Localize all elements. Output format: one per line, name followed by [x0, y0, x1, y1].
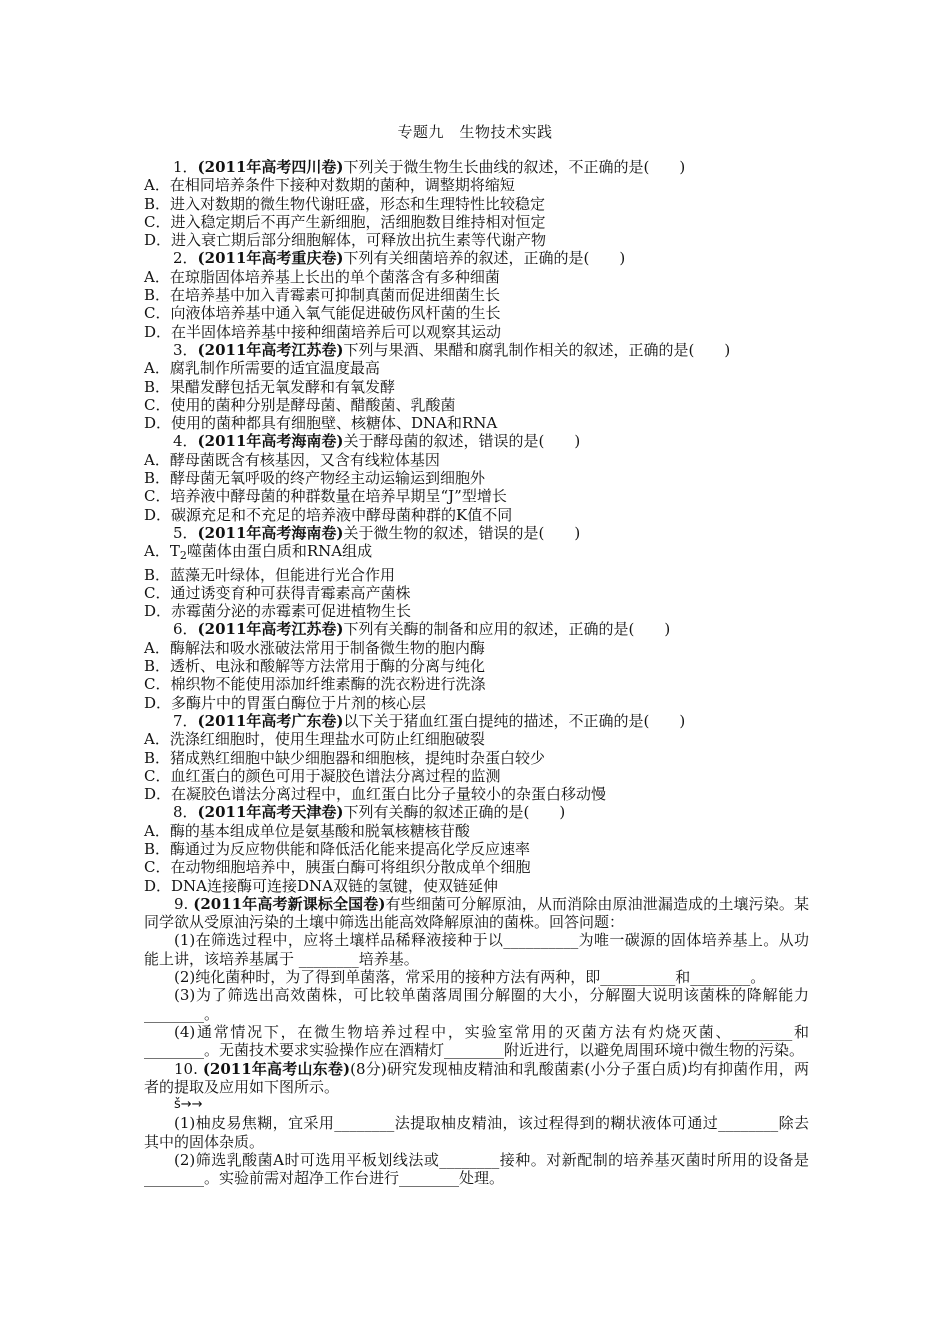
option-c: C．在动物细胞培养中，胰蛋白酶可将组织分散成单个细胞 [144, 858, 531, 877]
question-6 [144, 620, 809, 638]
option-d: D．碳源充足和不充足的培养液中酵母菌种群的K值不同 [144, 505, 513, 524]
option-c: C．通过诱变育种可获得青霉素高产菌株 [144, 583, 411, 602]
question-stem: 下列有关酶的制备和应用的叙述，正确的是( ) [343, 620, 671, 639]
question-9 [144, 895, 809, 932]
question-number: 10. [174, 1059, 203, 1078]
question-number: 8． [173, 803, 198, 822]
option-a: A．洗涤红细胞时，使用生理盐水可防止红细胞破裂 [144, 730, 485, 749]
option-d: D．在凝胶色谱法分离过程中，血红蛋白比分子量较小的杂蛋白移动慢 [144, 785, 607, 804]
option-b: B．酶通过为反应物供能和降低活化能来提高化学反应速率 [144, 839, 531, 858]
question-source: (2011年高考广东卷) [197, 711, 344, 730]
question-stem: 下列与果酒、果醋和腐乳制作相关的叙述，正确的是( ) [343, 340, 731, 359]
question-source: (2011年高考山东卷) [202, 1059, 351, 1078]
question-1 [144, 158, 809, 176]
question-stem: 下列有关细菌培养的叙述，正确的是( ) [343, 249, 626, 268]
question-10-part-1: (1)柚皮易焦糊，宜采用________法提取柚皮精油，该过程得到的糊状液体可通过________除去其中的固体杂质。 [144, 1114, 809, 1151]
option-b: B．猪成熟红细胞中缺少细胞器和细胞核，提纯时杂蛋白较少 [144, 748, 546, 767]
question-number: 6． [173, 620, 198, 639]
question-number: 5． [173, 523, 198, 542]
option-d: D．多酶片中的胃蛋白酶位于片剂的核心层 [144, 693, 427, 712]
option-d: D．赤霉菌分泌的赤霉素可促进植物生长 [144, 602, 412, 621]
option-d: D．在半固体培养基中接种细菌培养后可以观察其运动 [144, 322, 502, 341]
option-c: C．培养液中酵母菌的种群数量在培养早期呈“J”型增长 [144, 487, 507, 506]
option-a: A．在琼脂固体培养基上长出的单个菌落含有多种细菌 [144, 267, 500, 286]
question-number: 9. [174, 894, 194, 913]
question-number: 1． [173, 158, 198, 176]
option-c: C．使用的菌种分别是酵母菌、醋酸菌、乳酸菌 [144, 395, 456, 414]
question-8 [144, 803, 809, 821]
option-c: C．进入稳定期后不再产生新细胞，活细胞数目维持相对恒定 [144, 212, 546, 231]
question-9-part-3: (3)为了筛选出高效菌株，可比较单菌落周围分解圈的大小，分解圈大说明该菌株的降解能力________。 [144, 986, 809, 1023]
option-a-text: 噬菌体由蛋白质和RNA组成 [186, 542, 373, 561]
question-stem: 关于酵母菌的叙述，错误的是( ) [343, 432, 581, 451]
subscript: 2 [179, 549, 187, 563]
option-a: A．酶解法和吸水涨破法常用于制备微生物的胞内酶 [144, 638, 485, 657]
option-d: D．使用的菌种都具有细胞壁、核糖体、DNA和RNA [144, 414, 498, 433]
option-c: C．向液体培养基中通入氧气能促进破伤风杆菌的生长 [144, 304, 501, 323]
question-stem: (8分)研究发现柚皮精油和乳酸菌素(小分子蛋白质)均有抑菌作用，两者的提取及应用如下图所示。 [144, 1059, 809, 1096]
question-source: (2011年高考重庆卷) [197, 249, 344, 268]
option-b: B．在培养基中加入青霉素可抑制真菌而促进细菌生长 [144, 286, 501, 305]
option-b: B．蓝藻无叶绿体，但能进行光合作用 [144, 565, 396, 584]
option-a: A．腐乳制作所需要的适宜温度最高 [144, 359, 380, 378]
question-source: (2011年高考海南卷) [197, 432, 344, 451]
question-2 [144, 249, 809, 267]
option-a-prefix: A．T [144, 542, 180, 561]
page-title: 专题九 生物技术实践 [397, 123, 553, 141]
flow-diagram-placeholder: š→→ [174, 1097, 203, 1113]
option-a: A．酶的基本组成单位是氨基酸和脱氧核糖核苷酸 [144, 821, 470, 840]
question-stem: 下列关于微生物生长曲线的叙述，不正确的是( ) [343, 158, 686, 176]
option-d: D．DNA连接酶可连接DNA双链的氢键，使双链延伸 [144, 876, 498, 895]
option-c: C．棉织物不能使用添加纤维素酶的洗衣粉进行洗涤 [144, 675, 486, 694]
question-number: 3． [173, 340, 198, 359]
question-source: (2011年高考江苏卷) [197, 340, 344, 359]
option-a: A．酵母菌既含有核基因，又含有线粒体基因 [144, 450, 440, 469]
question-source: (2011年高考新课标全国卷) [193, 894, 386, 913]
option-a [144, 542, 809, 565]
question-number: 4． [173, 432, 198, 451]
question-stem: 下列有关酶的叙述正确的是( ) [343, 803, 566, 822]
question-4 [144, 432, 809, 450]
option-a: A．在相同培养条件下接种对数期的菌种，调整期将缩短 [144, 176, 515, 195]
option-b: B．透析、电泳和酸解等方法常用于酶的分离与纯化 [144, 657, 486, 676]
option-b: B．酵母菌无氧呼吸的终产物经主动运输运到细胞外 [144, 469, 486, 488]
question-7 [144, 712, 809, 730]
option-c: C．血红蛋白的颜色可用于凝胶色谱法分离过程的监测 [144, 766, 501, 785]
question-stem: 关于微生物的叙述，错误的是( ) [343, 523, 581, 542]
question-number: 7． [173, 711, 198, 730]
question-source: (2011年高考四川卷) [197, 158, 344, 176]
question-5 [144, 524, 809, 542]
question-10 [144, 1060, 809, 1097]
question-10-part-2: (2)筛选乳酸菌A时可选用平板划线法或________接种。对新配制的培养基灭菌时所用的设备是________。实验前需对超净工作台进行________处理。 [144, 1151, 809, 1188]
option-b: B．果醋发酵包括无氧发酵和有氧发酵 [144, 377, 396, 396]
question-source: (2011年高考天津卷) [197, 803, 344, 822]
option-d: D．进入衰亡期后部分细胞解体，可释放出抗生素等代谢产物 [144, 231, 547, 250]
question-source: (2011年高考江苏卷) [197, 620, 344, 639]
question-9-part-1: (1)在筛选过程中，应将土壤样品稀释液接种于以__________为唯一碳源的固体培养基上。从功能上讲，该培养基属于 ________培养基。 [144, 931, 809, 968]
question-number: 2． [173, 249, 198, 268]
question-9-part-2: (2)纯化菌种时，为了得到单菌落，常采用的接种方法有两种，即__________和________。 [174, 968, 766, 987]
question-source: (2011年高考海南卷) [197, 523, 344, 542]
question-stem: 以下关于猪血红蛋白提纯的描述，不正确的是( ) [343, 711, 686, 730]
question-9-part-4: (4)通常情况下，在微生物培养过程中，实验室常用的灭菌方法有灼烧灭菌、________和________。无菌技术要求实验操作应在酒精灯________附近进行，以避免周围环境中微生物的污染。 [144, 1022, 809, 1060]
question-list [144, 158, 809, 1188]
question-stem: 有些细菌可分解原油，从而消除由原油泄漏造成的土壤污染。某同学欲从受原油污染的土壤中筛选出能高效降解原油的菌株。回答问题： [144, 894, 809, 932]
question-3 [144, 341, 809, 359]
option-b: B．进入对数期的微生物代谢旺盛，形态和生理特性比较稳定 [144, 194, 546, 213]
